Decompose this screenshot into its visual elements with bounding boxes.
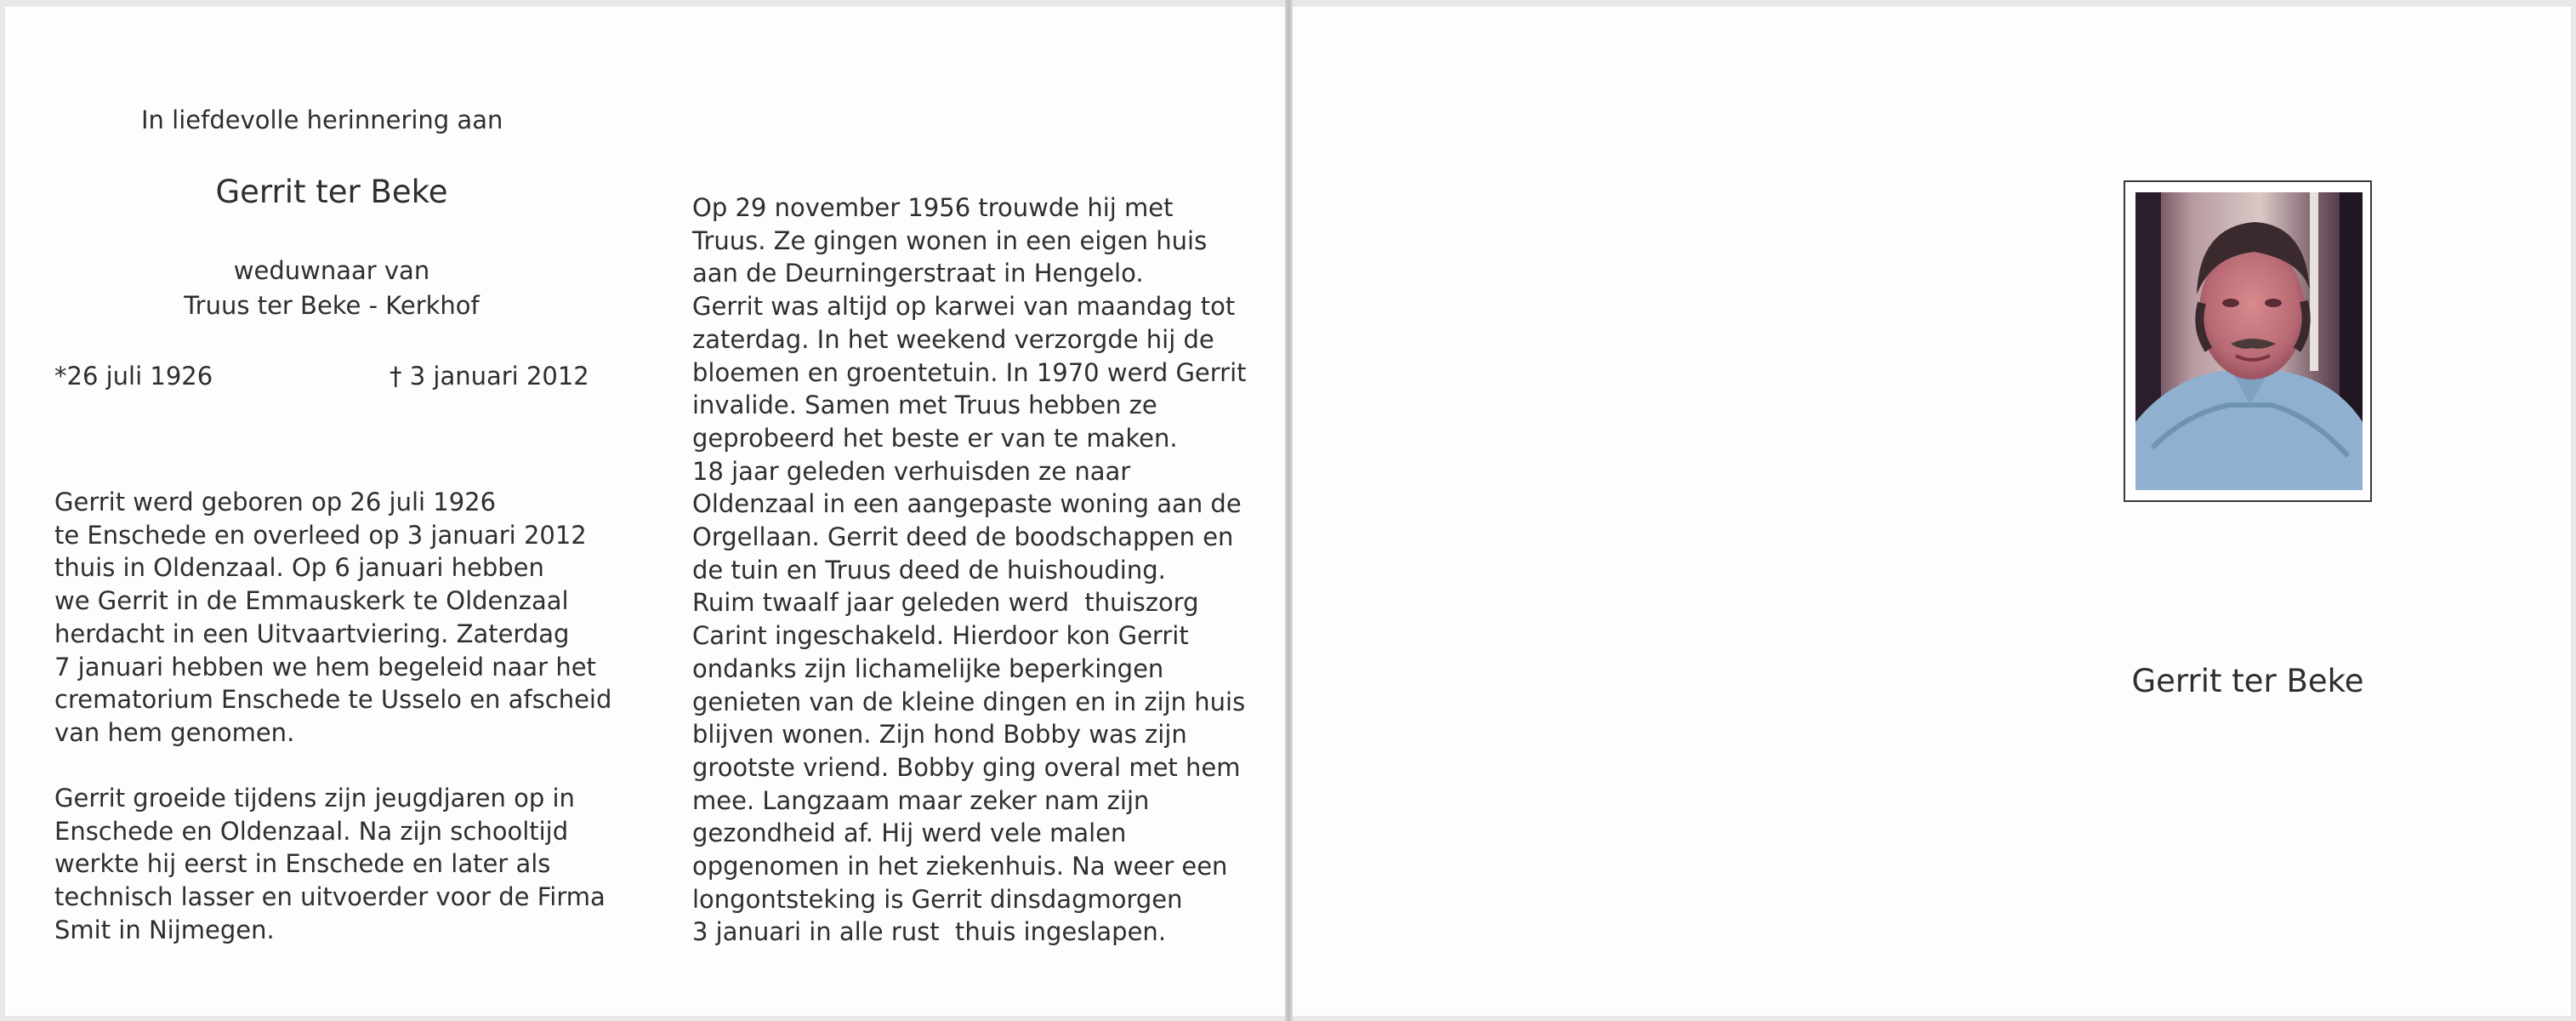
memorial-card-inner-right (1293, 7, 2571, 1016)
photo-caption-name: Gerrit ter Beke (2131, 663, 2364, 699)
text-line: opgenomen in het ziekenhuis. Na weer een (692, 852, 1228, 881)
text-line: we Gerrit in de Emmauskerk te Oldenzaal (54, 586, 569, 616)
text-line: te Enschede en overleed op 3 januari 2012 (54, 520, 587, 550)
intro-text: In liefdevolle herinnering aan (141, 106, 503, 134)
text-line: Truus. Ze gingen wonen in een eigen huis (692, 225, 1208, 255)
text-line: Enschede en Oldenzaal. Na zijn schooltijd (54, 816, 569, 846)
text-line: crematorium Enschede te Usselo en afscheid (54, 685, 612, 715)
spouse-name: Truus ter Beke - Kerkhof (184, 291, 480, 320)
text-line: genieten van de kleine dingen en in zijn huis (692, 687, 1246, 716)
text-line: Orgellaan. Gerrit deed de boodschappen en (692, 522, 1234, 551)
text-line: Carint ingeschakeld. Hierdoor kon Gerrit (692, 621, 1189, 651)
text-line: 7 januari hebben we hem begeleid naar het (54, 652, 596, 682)
text-line: herdacht in een Uitvaartviering. Zaterdag (54, 619, 570, 648)
text-line: Smit in Nijmegen. (54, 915, 275, 944)
text-line: technisch lasser en uitvoerder voor de Firma (54, 882, 606, 912)
text-line: ondanks zijn lichamelijke beperkingen (692, 653, 1164, 683)
text-line: gezondheid af. Hij werd vele malen (692, 819, 1127, 848)
text-line: werkte hij eerst in Enschede en later als (54, 849, 551, 879)
text-line: invalide. Samen met Truus hebben ze (692, 391, 1157, 420)
text-line: longontsteking is Gerrit dinsdagmorgen (692, 884, 1183, 914)
card-fold (1285, 0, 1293, 1021)
text-line: aan de Deurningerstraat in Hengelo. (692, 259, 1144, 288)
text-line: van hem genomen. (54, 717, 295, 747)
text-line: Oldenzaal in een aangepaste woning aan de (692, 489, 1242, 519)
widower-label: weduwnaar van (233, 256, 430, 285)
text-line: Gerrit werd geboren op 26 juli 1926 (54, 488, 497, 516)
text-line: zaterdag. In het weekend verzorgde hij de (692, 324, 1214, 354)
deceased-name: Gerrit ter Beke (215, 174, 448, 210)
text-line: geprobeerd het beste er van te maken. (692, 423, 1178, 453)
text-line: blijven wonen. Zijn hond Bobby was zijn (692, 720, 1187, 750)
text-line: Ruim twaalf jaar geleden werd thuiszorg (692, 588, 1199, 618)
text-line: grootste vriend. Bobby ging overal met hem (692, 752, 1241, 782)
text-line: thuis in Oldenzaal. Op 6 januari hebben (54, 553, 544, 583)
text-line: 18 jaar geleden verhuisden ze naar (692, 456, 1131, 486)
text-line: 3 januari in alle rust thuis ingeslapen. (692, 917, 1167, 947)
text-line: mee. Langzaam maar zeker nam zijn (692, 785, 1150, 815)
portrait-photo (2135, 192, 2363, 490)
text-line: Op 29 november 1956 trouwde hij met (692, 193, 1174, 222)
death-date: † 3 januari 2012 (390, 362, 589, 391)
text-line: bloemen en groentetuin. In 1970 werd Gerrit (692, 357, 1247, 387)
birth-date: *26 juli 1926 (54, 362, 213, 391)
text-line: Gerrit groeide tijdens zijn jeugdjaren op in (54, 784, 575, 813)
text-line: Gerrit was altijd op karwei van maandag tot (692, 292, 1236, 322)
text-line: de tuin en Truus deed de huishouding. (692, 555, 1166, 585)
